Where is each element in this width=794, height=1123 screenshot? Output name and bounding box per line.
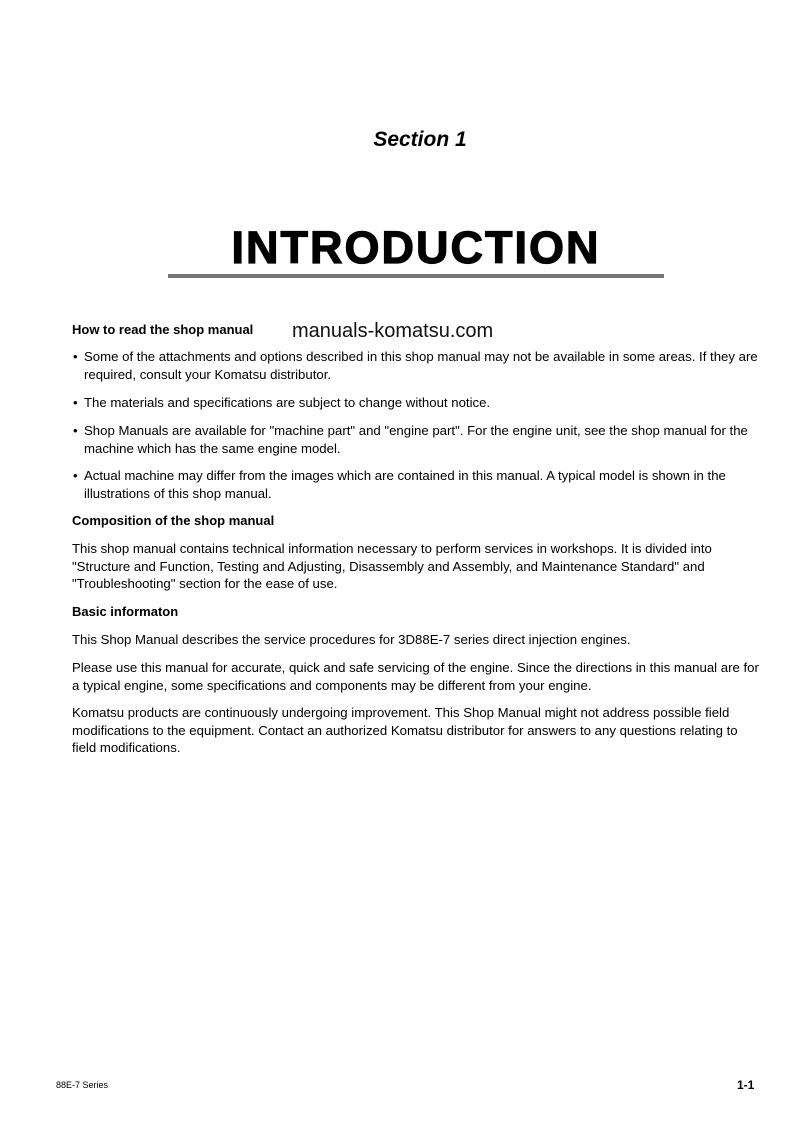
bullet-item — [72, 422, 762, 457]
basic-paragraph: Komatsu products are continuously undergoing improvement. This Shop Manual might not address possible field modifications to the equipment. Contact an authorized Komatsu distributor for answers to any questions relating to field modifications. — [72, 705, 738, 755]
title-underline — [168, 274, 664, 278]
section-label: Section 1 — [373, 128, 467, 151]
bullet-text: Some of the attachments and options described in this shop manual may not be available in some areas. If they are required, consult your Komatsu distributor. — [84, 349, 758, 382]
page-title: INTRODUCTION — [231, 222, 601, 273]
bullet-text: Actual machine may differ from the images which are contained in this manual. A typical model is shown in the illustrations of this shop manual. — [84, 468, 726, 501]
bullet-icon: • — [73, 395, 78, 410]
heading-composition: Composition of the shop manual — [72, 513, 275, 528]
bullet-icon: • — [73, 423, 78, 438]
bullet-item — [72, 348, 762, 383]
heading-basic-information: Basic informaton — [72, 604, 179, 619]
footer-series: 88E-7 Series — [56, 1080, 109, 1090]
bullet-text: Shop Manuals are available for "machine part" and "engine part". For the engine unit, see the shop manual for the machine which has the same engine model. — [84, 423, 748, 456]
basic-paragraph: This Shop Manual describes the service procedures for 3D88E-7 series direct injection engines. — [72, 632, 631, 647]
bullet-item — [72, 394, 762, 412]
bullet-icon: • — [73, 349, 78, 364]
bullet-text: The materials and specifications are subject to change without notice. — [84, 395, 491, 410]
composition-text: This shop manual contains technical information necessary to perform services in workshops. It is divided into "Structure and Function, Testing and Adjusting, Disassembly and Assembly, and Maintenance Standard" and "Troubleshooting" section for the ease of use. — [72, 541, 712, 591]
bullet-item — [72, 467, 762, 502]
bullet-icon: • — [73, 468, 78, 483]
watermark: manuals-komatsu.com — [292, 320, 494, 342]
heading-how-to-read: How to read the shop manual — [72, 322, 254, 337]
basic-paragraph: Please use this manual for accurate, quick and safe servicing of the engine. Since the directions in this manual are for a typical engine, some specifications and components may be different from your engine. — [72, 660, 759, 693]
page-number: 1-1 — [737, 1078, 755, 1092]
